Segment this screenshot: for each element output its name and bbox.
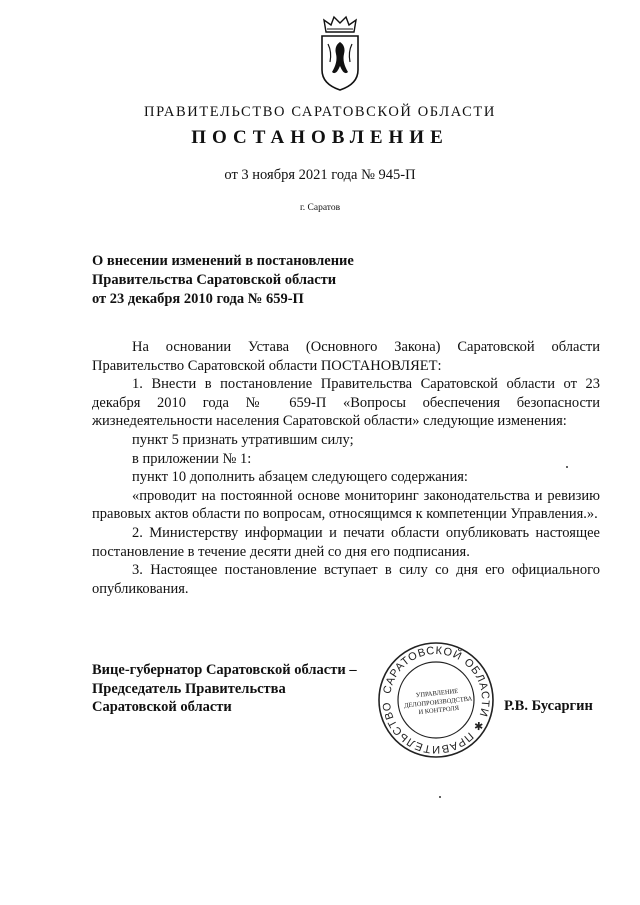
body-paragraph: 3. Настоящее постановление вступает в силу со дня его официального опубликования. xyxy=(92,562,600,597)
document-date-number: от 3 ноября 2021 года № 945-П xyxy=(224,167,416,183)
city-label: г. Саратов xyxy=(299,203,341,213)
body-paragraph: пункт 10 дополнить абзацем следующего содержания: xyxy=(132,469,468,486)
body-paragraph: 2. Министерству информации и печати области опубликовать настоящее постановление в течение десяти дней со дня его подписания. xyxy=(92,524,600,560)
document-type: ПОСТАНОВЛЕНИЕ xyxy=(191,127,449,148)
body-paragraph: пункт 5 признать утратившим силу; xyxy=(132,431,354,448)
document-subject xyxy=(92,252,412,309)
subject-line: О внесении изменений в постановление xyxy=(92,253,354,269)
signatory-line: Саратовской области xyxy=(92,699,232,716)
stamp-inner-text: УПРАВЛЕНИЕ ДЕЛОПРОИЗВОДСТВА И КОНТРОЛЯ xyxy=(403,687,473,717)
coat-of-arms-icon xyxy=(318,14,362,92)
body-paragraph: На основании Устава (Основного Закона) Саратовской области Правительство Саратовской области ПОСТАНОВЛЯЕТ: xyxy=(92,339,600,374)
signatory-name: Р.В. Бусаргин xyxy=(504,698,593,714)
signatory-line: Председатель Правительства xyxy=(92,680,286,697)
signatory-position xyxy=(92,661,392,717)
document-body xyxy=(92,338,600,598)
signatory-line: Вице-губернатор Саратовской области – xyxy=(92,662,357,678)
scan-speck xyxy=(566,466,568,468)
subject-line: Правительства Саратовской области xyxy=(92,272,337,288)
body-paragraph: 1. Внести в постановление Правительства Саратовской области от 23 декабря 2010 года № 659-П «Вопросы обеспечения безопасности жизнедеятельности населения Саратовской области» следующие изменения: xyxy=(92,376,600,430)
scan-speck xyxy=(439,796,441,798)
subject-line: от 23 декабря 2010 года № 659-П xyxy=(92,291,304,307)
body-paragraph: «проводит на постоянной основе мониторинг законодательства и ревизию правовых актов области по вопросам, относящимся к компетенции Управления.». xyxy=(92,487,600,523)
issuer-title: ПРАВИТЕЛЬСТВО САРАТОВСКОЙ ОБЛАСТИ xyxy=(144,104,496,120)
stamp-ring-text: САРАТОВСКОЙ ОБЛАСТИ ✱ ПРАВИТЕЛЬСТВО xyxy=(380,644,492,756)
body-paragraph: в приложении № 1: xyxy=(132,450,252,467)
